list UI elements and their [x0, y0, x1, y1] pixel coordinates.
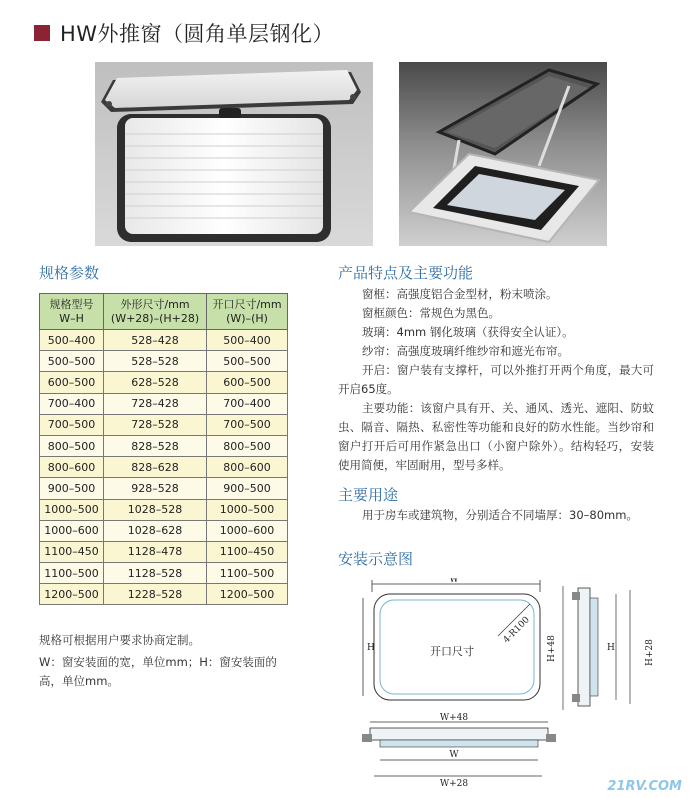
cell-outer: 528–428 [104, 330, 207, 351]
cell-outer: 1128–528 [104, 563, 207, 584]
dim-radius: 4-R100 [501, 615, 532, 646]
cell-model: 500–400 [40, 330, 104, 351]
cell-opening: 1000–600 [207, 520, 288, 541]
cell-outer: 1028–628 [104, 520, 207, 541]
cell-model: 500–500 [40, 351, 104, 372]
custom-note: 规格可根据用户要求协商定制。 [39, 633, 200, 647]
table-row [40, 330, 288, 351]
dim-w-bottom: W [449, 750, 459, 760]
cell-outer: 728–528 [104, 414, 207, 435]
table-row [40, 435, 288, 456]
page-title-text: HW外推窗（圆角单层钢化） [60, 22, 335, 46]
cell-opening: 800–600 [207, 457, 288, 478]
dim-h-right: H [607, 643, 615, 653]
cell-opening: 900–500 [207, 478, 288, 499]
table-row [40, 414, 288, 435]
features-list [338, 285, 654, 475]
cell-outer: 928–528 [104, 478, 207, 499]
cell-outer: 828–628 [104, 457, 207, 478]
features-heading: 产品特点及主要功能 [338, 264, 474, 282]
page-title [34, 18, 334, 48]
cell-opening: 700–400 [207, 393, 288, 414]
col-header-outer-size: 外形尺寸/mm (W+28)–(H+28) [104, 294, 207, 330]
cell-opening: 1100–450 [207, 541, 288, 562]
col-header-model: 规格型号 W–H [40, 294, 104, 330]
usage-heading: 主要用途 [338, 486, 399, 504]
usage-text-block [338, 506, 654, 525]
cell-model: 900–500 [40, 478, 104, 499]
install-heading: 安装示意图 [338, 550, 414, 568]
cell-opening: 1000–500 [207, 499, 288, 520]
table-row [40, 351, 288, 372]
cell-outer: 528–528 [104, 351, 207, 372]
cell-model: 700–400 [40, 393, 104, 414]
feature-frame: 窗框：高强度铝合金型材，粉末喷涂。 [362, 287, 558, 301]
install-drawing [358, 578, 658, 790]
unit-note: W：窗安装面的宽，单位mm；H：窗安装面的高，单位mm。 [39, 655, 277, 688]
cell-outer: 728–428 [104, 393, 207, 414]
product-photo-open [399, 62, 607, 246]
cell-model: 1100–500 [40, 563, 104, 584]
dim-h28: H+28 [645, 639, 655, 666]
table-row [40, 520, 288, 541]
cell-opening: 700–500 [207, 414, 288, 435]
table-row [40, 584, 288, 605]
install-diagram [358, 578, 658, 790]
window-open-illustration [399, 62, 607, 246]
table-row [40, 541, 288, 562]
feature-frame-color: 窗框颜色：常规色为黑色。 [362, 306, 500, 320]
spec-heading: 规格参数 [39, 264, 100, 282]
window-closed-illustration [95, 62, 373, 246]
cell-model: 1000–500 [40, 499, 104, 520]
dim-h48: H+48 [547, 635, 557, 662]
title-square-icon [34, 25, 50, 41]
feature-functions: 主要功能：该窗户具有开、关、通风、透光、遮阳、防蚊虫、隔音、隔热、私密性等功能和良好的防水性能。当纱帘和窗户打开后可用作紧急出口（小窗户除外）。结构轻巧，安装使用简便，牢固耐用，型号多样。 [338, 401, 654, 472]
product-photo-closed [95, 62, 373, 246]
table-row [40, 372, 288, 393]
table-row [40, 563, 288, 584]
table-row [40, 478, 288, 499]
cell-model: 1000–600 [40, 520, 104, 541]
cell-outer: 1228–528 [104, 584, 207, 605]
feature-blinds: 纱帘：高强度玻璃纤维纱帘和遮光布帘。 [362, 344, 569, 358]
cell-opening: 800–500 [207, 435, 288, 456]
table-row [40, 457, 288, 478]
dim-h-left: H [367, 643, 375, 653]
cell-model: 800–500 [40, 435, 104, 456]
cell-model: 700–500 [40, 414, 104, 435]
cell-outer: 1028–528 [104, 499, 207, 520]
spec-table-header-row [40, 294, 288, 330]
cell-opening: 1100–500 [207, 563, 288, 584]
feature-glass: 玻璃：4mm 钢化玻璃（获得安全认证）。 [362, 325, 574, 339]
table-row [40, 499, 288, 520]
col-header-opening-size: 开口尺寸/mm (W)–(H) [207, 294, 288, 330]
spec-table [39, 293, 288, 605]
cell-model: 1200–500 [40, 584, 104, 605]
cell-opening: 1200–500 [207, 584, 288, 605]
dim-w-top: W [449, 578, 459, 585]
cell-opening: 500–400 [207, 330, 288, 351]
dim-w28: W+28 [439, 779, 469, 789]
cell-outer: 628–528 [104, 372, 207, 393]
cell-opening: 600–500 [207, 372, 288, 393]
feature-opening: 开启：窗户装有支撑杆，可以外推打开两个角度，最大可开启65度。 [338, 363, 654, 396]
table-row [40, 393, 288, 414]
cell-outer: 828–528 [104, 435, 207, 456]
opening-size-label: 开口尺寸 [430, 645, 474, 658]
usage-text: 用于房车或建筑物，分别适合不同墙厚：30–80mm。 [362, 508, 638, 522]
cell-model: 800–600 [40, 457, 104, 478]
watermark-logo: 21RV.COM [607, 779, 682, 794]
cell-model: 600–500 [40, 372, 104, 393]
cell-opening: 500–500 [207, 351, 288, 372]
cell-model: 1100–450 [40, 541, 104, 562]
cell-outer: 1128–478 [104, 541, 207, 562]
dim-w48: W+48 [439, 713, 469, 723]
